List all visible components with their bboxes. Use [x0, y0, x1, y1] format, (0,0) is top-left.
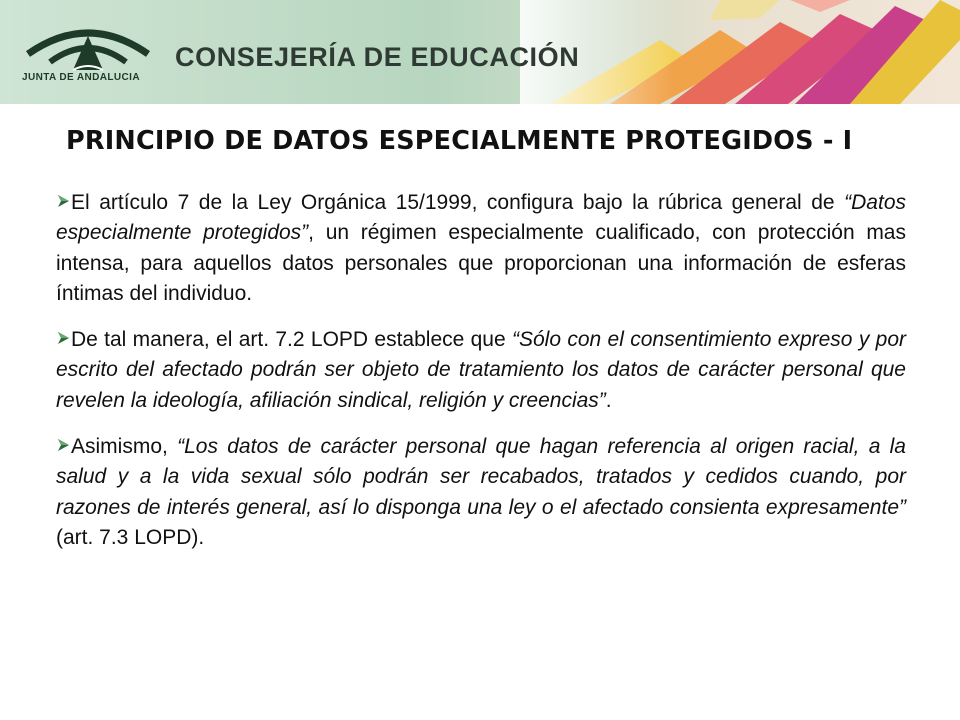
paragraph-text: , un régimen especialmente cualificado, con protección mas intensa, para aquellos datos personales que proporcionan una información de esferas íntimas del individuo. — [56, 221, 906, 305]
paragraph-1 — [56, 188, 906, 309]
page-title: PRINCIPIO DE DATOS ESPECIALMENTE PROTEGIDOS - I — [66, 126, 853, 156]
arrow-bullet-icon — [56, 331, 70, 345]
header-banner — [0, 0, 960, 104]
arrow-bullet-icon — [56, 438, 70, 452]
quote-text: “Los datos de carácter personal que hagan referencia al origen racial, a la salud y a la vida sexual sólo podrán ser recabados, tratados y cedidos cuando, por razones de interés general, así lo disponga una ley o el afectado consienta expresamente” — [56, 435, 906, 519]
arrow-bullet-icon — [56, 194, 70, 208]
body-content — [56, 188, 906, 569]
paragraph-text: (art. 7.3 LOPD). — [56, 525, 205, 549]
logo-text: JUNTA DE ANDALUCIA — [22, 72, 140, 83]
paragraph-text: Asimismo, — [71, 435, 178, 459]
quote-text: “Sólo con el consentimiento expreso y por escrito del afectado podrán ser objeto de tratamiento los datos de carácter personal que revelen la ideología, afiliación sindical, religión y creencias” — [56, 328, 906, 412]
paragraph-2 — [56, 325, 906, 416]
crayons-image — [520, 0, 960, 104]
paragraph-text: De tal manera, el art. 7.2 LOPD establece que — [71, 328, 512, 352]
consejeria-brand: CONSEJERÍA DE EDUCACIÓN — [175, 42, 580, 72]
paragraph-text: El artículo 7 de la Ley Orgánica 15/1999, configura bajo la rúbrica general de — [71, 191, 845, 214]
paragraph-text: . — [605, 388, 612, 412]
quote-text: “Datos especialmente protegidos” — [56, 191, 906, 245]
paragraph-3 — [56, 432, 906, 553]
